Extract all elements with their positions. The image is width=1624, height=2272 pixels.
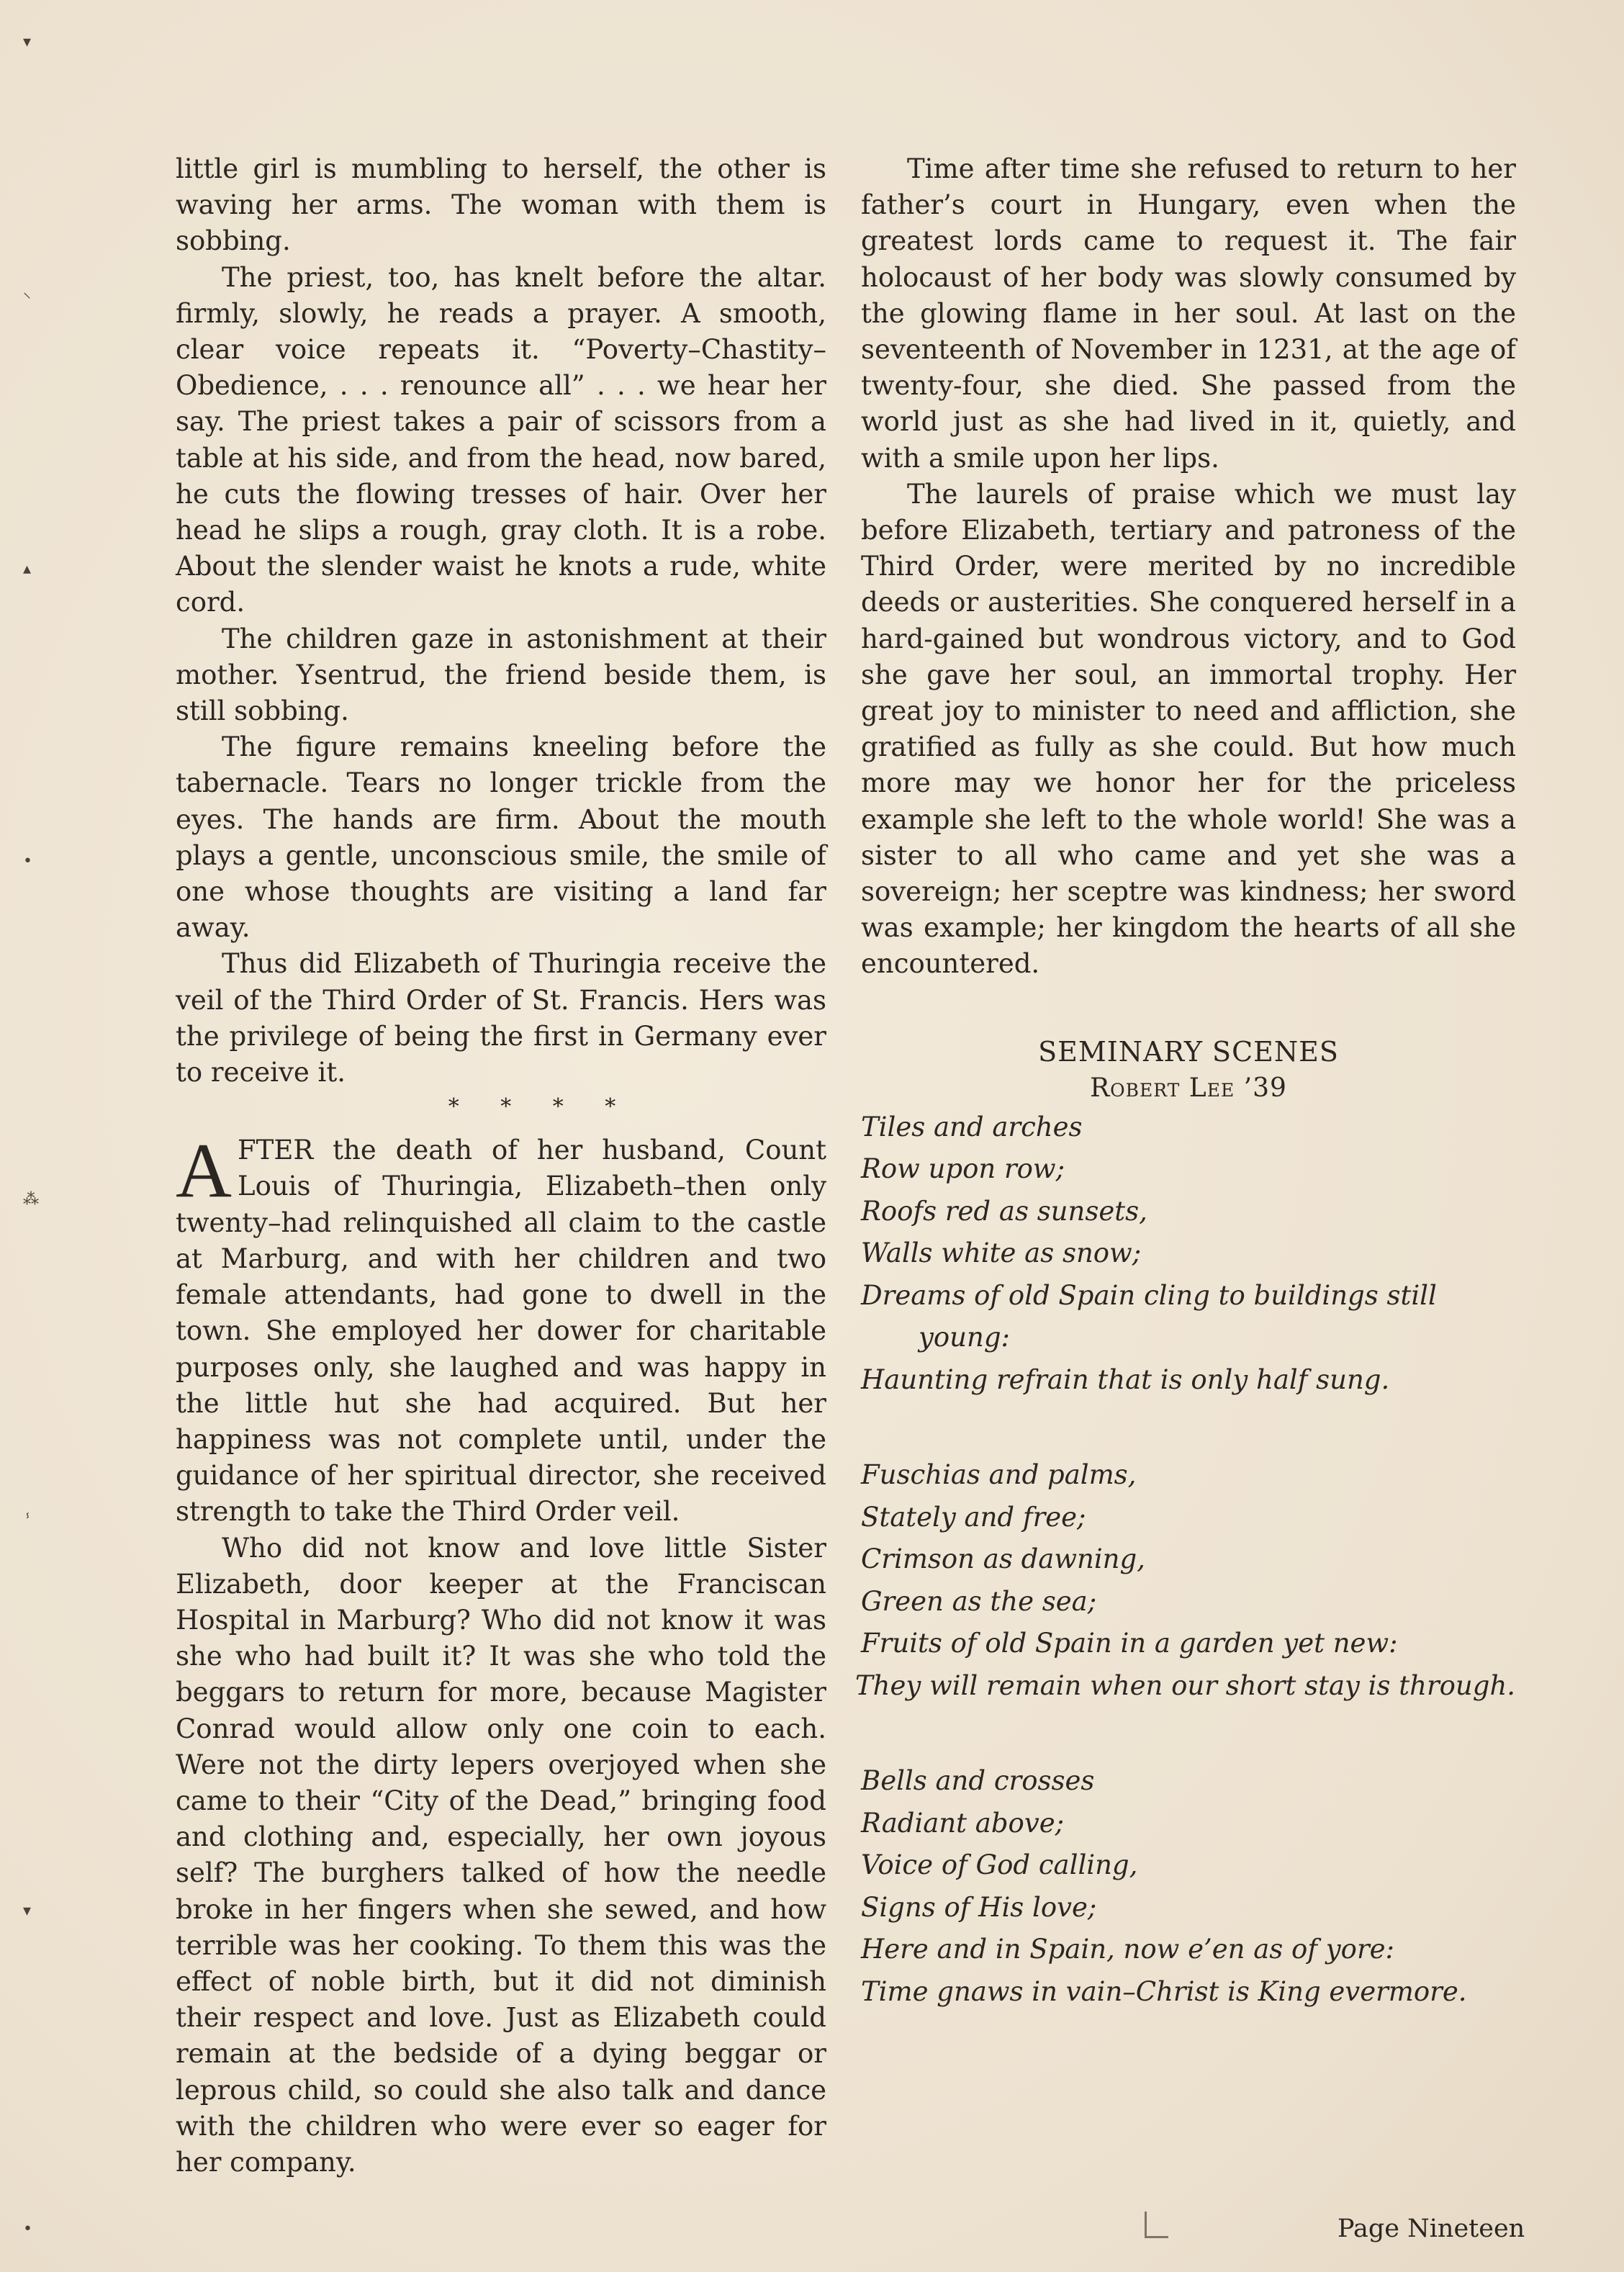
binding-hole-mark: ⁂ <box>23 1191 39 1209</box>
poem-line: Time gnaws in vain–Christ is King evermore. <box>861 1975 1467 2007</box>
story-paragraph: The children gaze in astonishment at their mother. Ysentrud, the friend beside them, is still sobbing. <box>176 623 826 727</box>
story-paragraph: Who did not know and love little Sister Elizabeth, door keeper at the Franciscan Hospital in Marburg? Who did not know it was she who had built it? It was she who told the beggars to return for more, because Magister Conrad would allow only one coin to each. Were not the dirty lepers overjoyed when she came to their “City of the Dead,” bringing food and clothing and, especially, her own joyous self? The burghers talked of how the needle broke in her fingers when she sewed, and how terrible was her cooking. To them this was the effect of noble birth, but it did not diminish their respect and love. Just as Elizabeth could remain at the bedside of a dying beggar or leprous child, so could she also talk and dance with the children who were ever so eager for her company. <box>176 1532 826 2178</box>
poem-line: young: <box>919 1322 1010 1353</box>
page-number: Page Nineteen <box>1337 2214 1525 2243</box>
poem-line: Roofs red as sunsets, <box>861 1195 1147 1227</box>
binding-hole-mark: ⸯ <box>23 1515 32 1533</box>
story-paragraph: The laurels of praise which we must lay before Elizabeth, tertiary and patroness of the Third Order, were merited by no incredible deeds or austerities. She conquered herself in a hard-gained but wondrous victory, and to God she gave her soul, an immortal trophy. Her great joy to minister to need and affliction, she gratified as fully as she could. But how much more may we honor her for the priceless example she left to the whole world! She was a sister to all who came and yet she was a sovereign; her sceptre was kindness; her sword was example; her kingdom the hearts of all she encountered. <box>861 478 1516 980</box>
poem-line: Tiles and arches <box>861 1111 1083 1142</box>
poem-line: Here and in Spain, now e’en as of yore: <box>861 1934 1394 1965</box>
binding-hole-mark: ▴ <box>23 560 32 578</box>
poem-title: SEMINARY SCENES <box>1038 1035 1339 1068</box>
poem-line: Walls white as snow; <box>861 1238 1142 1269</box>
right-column <box>855 151 1516 2066</box>
poem-line: Fuschias and palms, <box>861 1459 1137 1491</box>
binding-hole-mark: ⸜ <box>23 284 32 302</box>
poem-line: Radiant above; <box>861 1807 1065 1839</box>
poem <box>855 1033 1516 2014</box>
dropcap-paragraph-text: FTER the death of her husband, Count Louis of Thuringia, Elizabeth–then only twenty–had relinquished all claim to the castle at Marburg, and with her children and two female attendants, had gone to dwell in the town. She employed her dower for charitable purposes only, she laughed and was happy in the little hut she had acquired. But her happiness was not complete until, under the guidance of her spiritual director, she received strength to take the Third Order veil. <box>176 1135 826 1528</box>
poem-line: Crimson as dawning, <box>861 1543 1145 1575</box>
poem-line: Voice of God calling, <box>861 1849 1138 1881</box>
binding-hole-mark: ▾ <box>23 33 32 51</box>
poem-line: Dreams of old Spain cling to buildings still <box>861 1279 1437 1311</box>
story-paragraph: The figure remains kneeling before the tabernacle. Tears no longer trickle from the eyes. The hands are firm. About the mouth plays a gentle, unconscious smile, the smile of one whose thoughts are visiting a land far away. <box>176 731 826 944</box>
binding-hole-mark: • <box>23 2220 32 2238</box>
story-paragraph: little girl is mumbling to herself, the other is waving her arms. The woman with them is sobbing. <box>176 153 826 257</box>
poem-stanza <box>861 1106 1516 1402</box>
poem-line: They will remain when our short stay is through. <box>855 1669 1516 1701</box>
binding-hole-mark: ▾ <box>23 1902 32 1920</box>
story-paragraph: Time after time she refused to return to her father’s court in Hungary, even when the greatest lords came to request it. The fair holocaust of her body was slowly consumed by the glowing flame in her soul. At last on the seventeenth of November in 1231, at the age of twenty-four, she died. She passed from the world just as she had lived in it, quietly, and with a smile upon her lips. <box>861 153 1516 474</box>
story-paragraph: The priest, too, has knelt before the altar. firmly, slowly, he reads a prayer. A smooth, clear voice repeats it. “Poverty–Chastity–Obedience, . . . renounce all” . . . we hear her say. The priest takes a pair of scissors from a table at his side, and from the head, now bared, he cuts the flowing tresses of hair. Over her head he slips a rough, gray cloth. It is a robe. About the slender waist he knots a rude, white cord. <box>176 261 826 618</box>
poem-line: Fruits of old Spain in a garden yet new: <box>861 1628 1398 1659</box>
poem-author: Robert Lee ’39 <box>1090 1073 1287 1103</box>
poem-stanza <box>855 1454 1516 1707</box>
dropcap-paragraph <box>176 1128 826 1530</box>
print-corner-mark <box>1145 2212 1168 2238</box>
drop-cap-letter: A <box>176 1128 232 1214</box>
poem-line: Signs of His love; <box>861 1891 1097 1923</box>
poem-line: Row upon row; <box>861 1153 1065 1185</box>
story-paragraph: Thus did Elizabeth of Thuringia receive the veil of the Third Order of St. Francis. Hers was the privilege of being the first in Germany ever to receive it. <box>176 948 826 1088</box>
binding-hole-mark: • <box>23 852 32 870</box>
spacer <box>861 983 1516 1033</box>
section-separator: * * * * <box>448 1094 633 1120</box>
poem-stanza <box>861 1760 1516 2013</box>
poem-line: Stately and free; <box>861 1501 1086 1533</box>
poem-line: Green as the sea; <box>861 1585 1097 1617</box>
poem-line: Haunting refrain that is only half sung. <box>861 1363 1390 1395</box>
left-column <box>176 151 826 2181</box>
poem-line: Bells and crosses <box>861 1765 1095 1797</box>
